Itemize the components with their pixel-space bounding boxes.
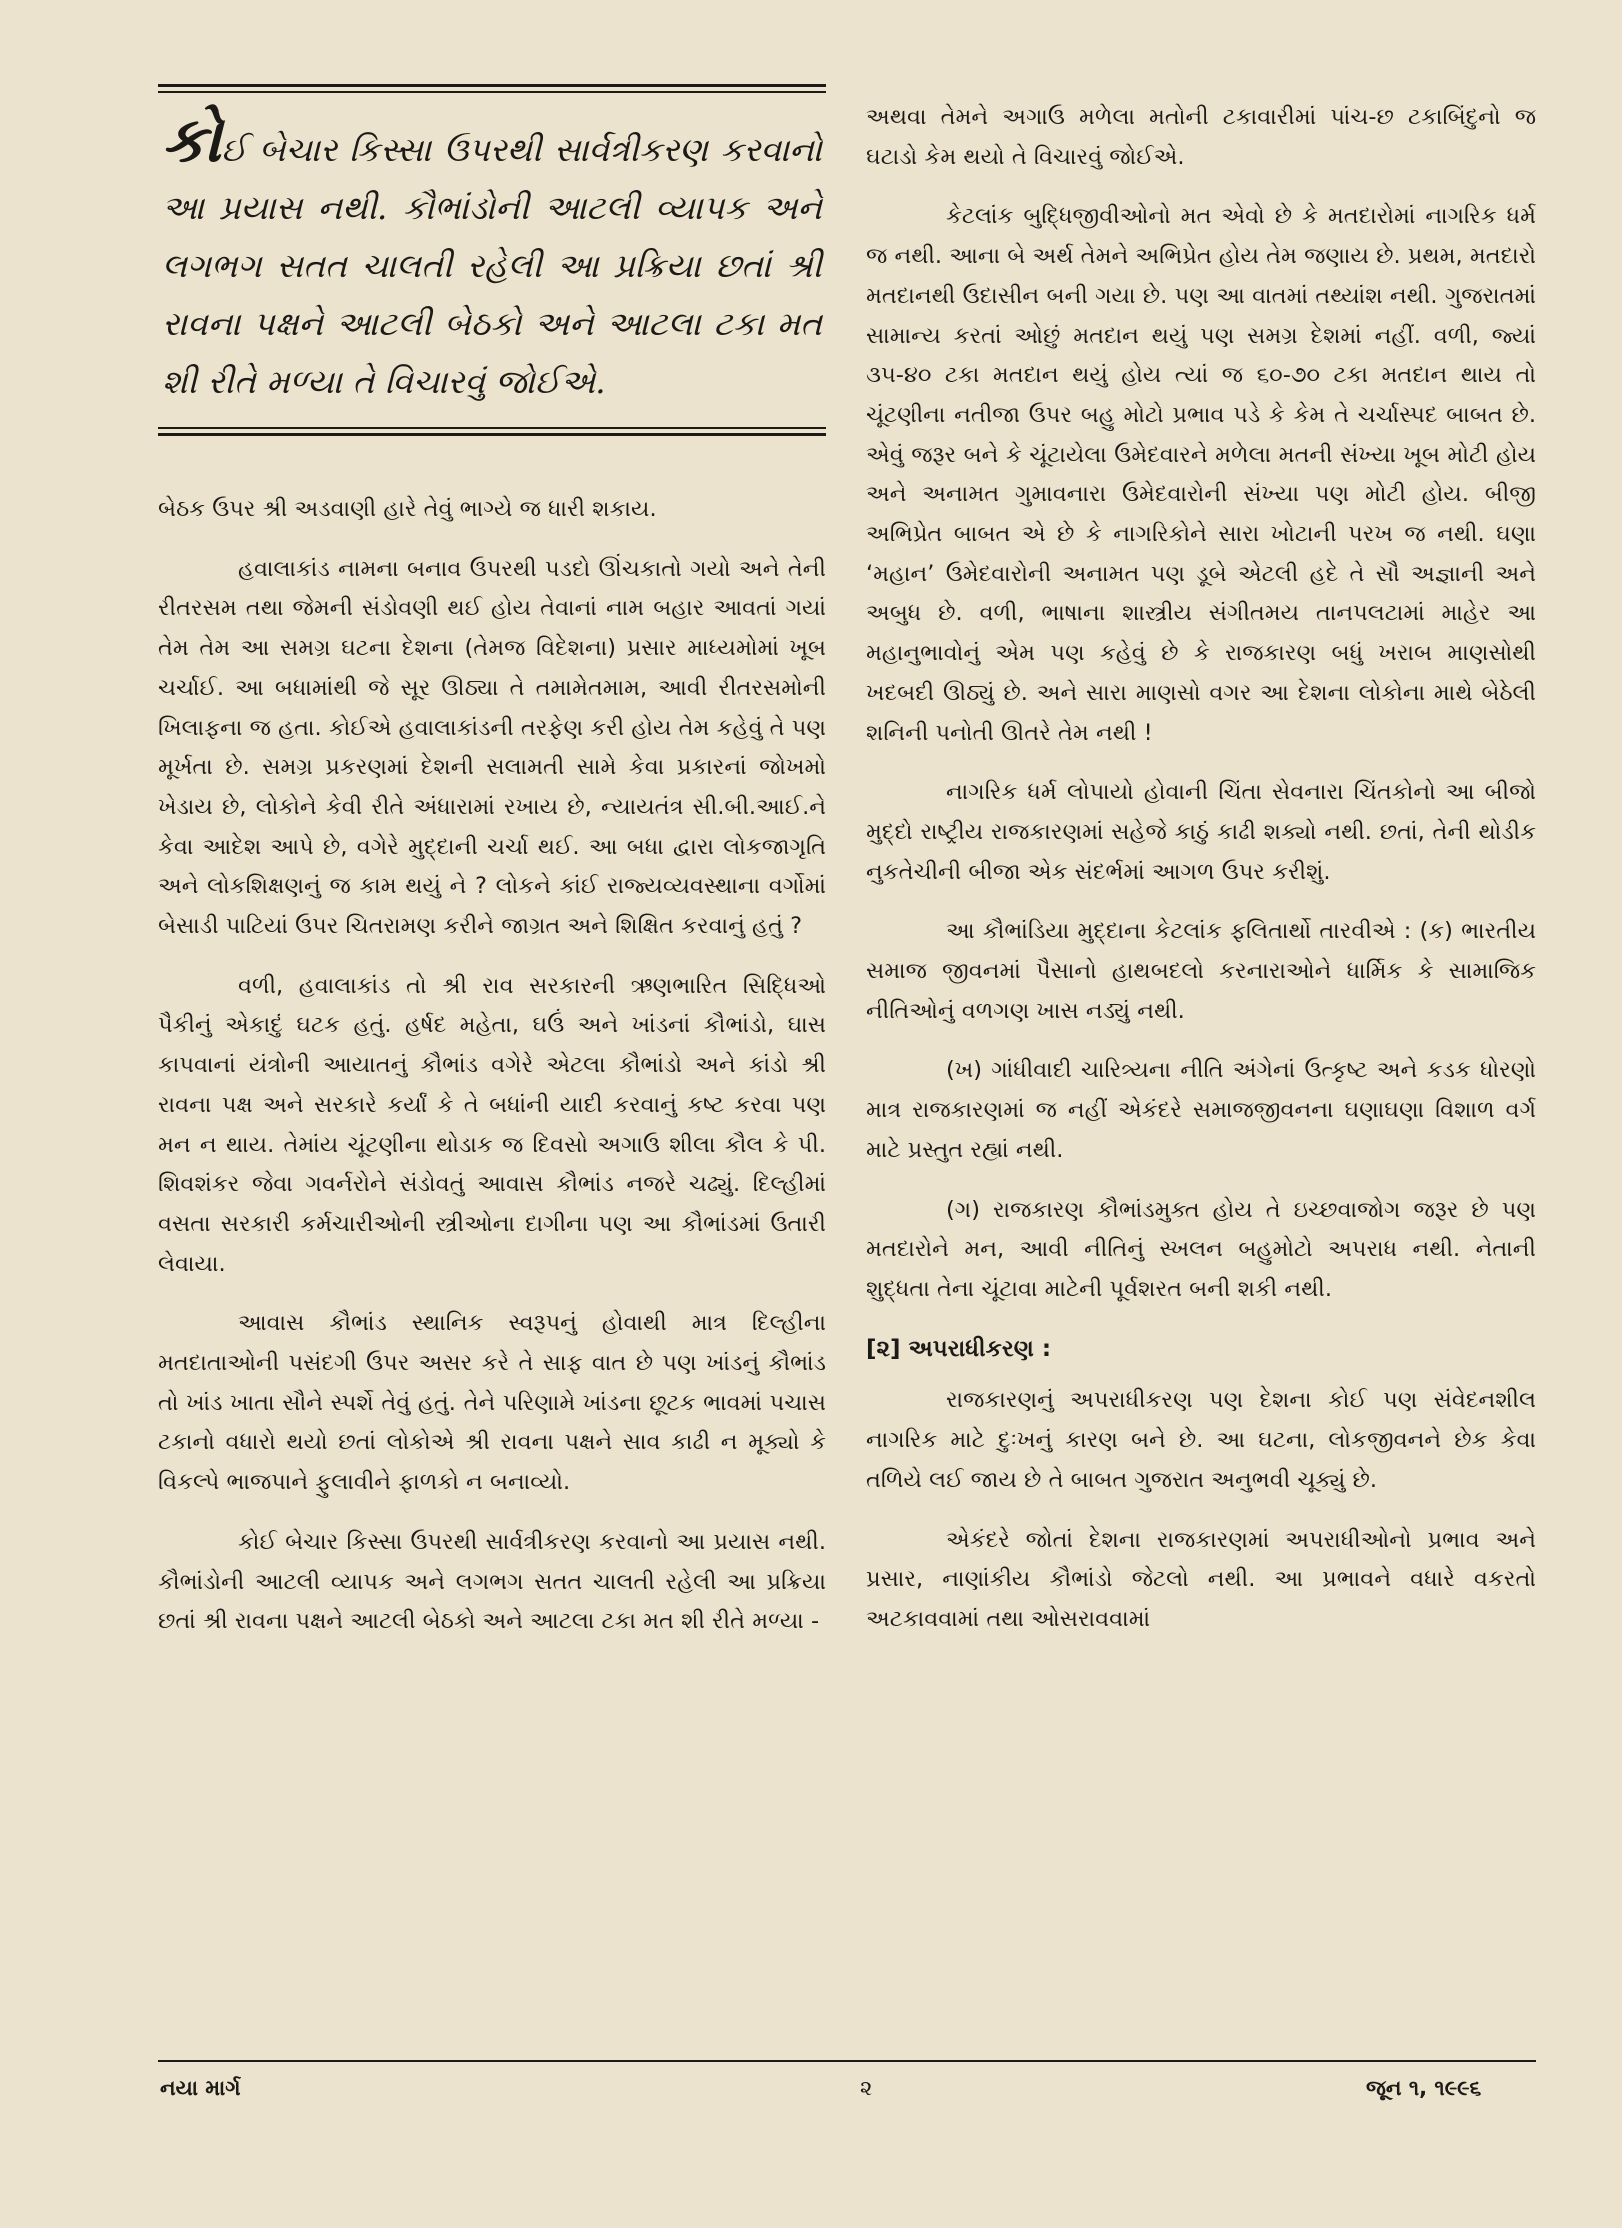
paragraph: નાગરિક ધર્મ લોપાયો હોવાની ચિંતા સેવનારા ચિંતકોનો આ બીજો મુદ્દો રાષ્ટ્રીય રાજકારણમાં સહેજે કાઠું કાઢી શક્યો નથી. છતાં, તેની થોડીક નુકતેચીની બીજા એક સંદર્ભમાં આગળ ઉપર કરીશું.	[866, 779, 1536, 885]
pull-quote-top-rule	[158, 84, 826, 93]
paragraph: કેટલાંક બુદ્ધિજીવીઓનો મત એવો છે કે મતદારોમાં નાગરિક ધર્મ જ નથી. આના બે અર્થ તેમને અભિપ્રેત હોય તેમ જણાય છે. પ્રથમ, મતદારો મતદાનથી ઉદાસીન બની ગયા છે. પણ આ વાતમાં તથ્યાંશ નથી. ગુજરાતમાં સામાન્ય કરતાં ઓછું મતદાન થયું પણ સમગ્ર દેશમાં નહીં. વળી, જ્યાં ૩૫-૪૦ ટકા મતદાન થયું હોય ત્યાં જ ૬૦-૭૦ ટકા મતદાન થાય તો ચૂંટણીના નતીજા ઉપર બહુ મોટો પ્રભાવ પડે કે કેમ તે ચર્ચાસ્પદ બાબત છે. એવું જરૂર બને કે ચૂંટાયેલા ઉમેદવારને મળેલા મતની સંખ્યા ખૂબ મોટી હોય અને અનામત ગુમાવનારા ઉમેદવારોની સંખ્યા પણ મોટી હોય. બીજી અભિપ્રેત બાબત એ છે કે નાગરિકોને સારા ખોટાની પરખ જ નથી. ઘણા ‘મહાન’ ઉમેદવારોની અનામત પણ ડૂબે એટલી હદે તે સૌ અજ્ઞાની અને અબુધ છે. વળી, ભાષાના શાસ્ત્રીય સંગીતમય તાનપલટામાં માહેર આ મહાનુભાવોનું એમ પણ કહેવું છે કે રાજકારણ બધું ખરાબ માણસોથી ખદબદી ઊઠ્યું છે. અને સારા માણસો વગર આ દેશના લોકોના માથે બેઠેલી શનિની પનોતી ઊતરે તેમ નથી !	[866, 203, 1536, 746]
paragraph: હવાલાકાંડ નામના બનાવ ઉપરથી પડદો ઊંચકાતો ગયો અને તેની રીતરસમ તથા જેમની સંડોવણી થઈ હોય તેવાનાં નામ બહાર આવતાં ગયાં તેમ તેમ આ સમગ્ર ઘટના દેશના (તેમજ વિદેશના) પ્રસાર માધ્યમોમાં ખૂબ ચર્ચાઈ. આ બધામાંથી જે સૂર ઊઠ્યા તે તમામેતમામ, આવી રીતરસમોની ખિલાફના જ હતા. કોઈએ હવાલાકાંડની તરફેણ કરી હોય તેમ કહેવું તે પણ મૂર્ખતા છે. સમગ્ર પ્રકરણમાં દેશની સલામતી સામે કેવા પ્રકારનાં જોખમો ખેડાય છે, લોકોને કેવી રીતે અંધારામાં રખાય છે, ન્યાયતંત્ર સી.બી.આઈ.ને કેવા આદેશ આપે છે, વગેરે મુદ્દાની ચર્ચા થઈ. આ બધા દ્વારા લોકજાગૃતિ અને લોકશિક્ષણનું જ કામ થયું ને ? લોકને કાંઈ રાજ્યવ્યવસ્થાના વર્ગોમાં બેસાડી પાટિયાં ઉપર ચિતરામણ કરીને જાગ્રત અને શિક્ષિત કરવાનું હતું ?	[158, 555, 826, 940]
paragraph: બેઠક ઉપર શ્રી અડવાણી હારે તેવું ભાગ્યે જ ધારી શકાય.	[158, 496, 657, 522]
paragraph: રાજકારણનું અપરાધીકરણ પણ દેશના કોઈ પણ સંવેદનશીલ નાગરિક માટે દુઃખનું કારણ બને છે. આ ઘટના, લોકજીવનને છેક કેવા તળિયે લઈ જાય છે તે બાબત ગુજરાત અનુભવી ચૂક્યું છે.	[866, 1387, 1536, 1493]
issue-date: જૂન ૧, ૧૯૯૬	[1366, 2076, 1482, 2100]
pull-quote-text	[158, 103, 826, 411]
paragraph: અથવા તેમને અગાઉ મળેલા મતોની ટકાવારીમાં પાંચ-છ ટકાબિંદુનો જ ઘટાડો કેમ થયો તે વિચારવું જોઈએ.	[866, 104, 1536, 170]
paragraph: (ગ) રાજકારણ કૌભાંડમુક્ત હોય તે ઇચ્છવાજોગ જરૂર છે પણ મતદારોને મન, આવી નીતિનું સ્ખલન બહુમોટો અપરાધ નથી. નેતાની શુદ્ધતા તેના ચૂંટાવા માટેની પૂર્વશરત બની શકી નથી.	[866, 1196, 1536, 1302]
paragraph: કોઈ બેચાર કિસ્સા ઉપરથી સાર્વત્રીકરણ કરવાનો આ પ્રયાસ નથી. કૌભાંડોની આટલી વ્યાપક અને લગભગ સતત ચાલતી રહેલી આ પ્રક્રિયા છતાં શ્રી રાવના પક્ષને આટલી બેઠકો અને આટલા ટકા મત શી રીતે મળ્યા -	[158, 1528, 826, 1635]
paragraph: વળી, હવાલાકાંડ તો શ્રી રાવ સરકારની ઋણભારિત સિદ્ધિઓ પૈકીનું એકાદું ઘટક હતું. હર્ષદ મહેતા, ઘઉં અને ખાંડનાં કૌભાંડો, ઘાસ કાપવાનાં યંત્રોની આયાતનું કૌભાંડ વગેરે એટલા કૌભાંડો અને કાંડો શ્રી રાવના પક્ષ અને સરકારે કર્યાં કે તે બધાંની યાદી કરવાનું કષ્ટ કરવા પણ મન ન થાય. તેમાંય ચૂંટણીના થોડાક જ દિવસો અગાઉ શીલા કૌલ કે પી. શિવશંકર જેવા ગવર્નરોને સંડોવતું આવાસ કૌભાંડ નજરે ચઢ્યું. દિલ્હીમાં વસતા સરકારી કર્મચારીઓની સ્ત્રીઓના દાગીના પણ આ કૌભાંડમાં ઉતારી લેવાયા.	[158, 972, 826, 1277]
footer-rule	[158, 2060, 1536, 2062]
paragraph: આવાસ કૌભાંડ સ્થાનિક સ્વરૂપનું હોવાથી માત્ર દિલ્હીના મતદાતાઓની પસંદગી ઉપર અસર કરે તે સાફ વાત છે પણ ખાંડનું કૌભાંડ તો ખાંડ ખાતા સૌને સ્પર્શે તેવું હતું. તેને પરિણામે ખાંડના છૂટક ભાવમાં પચાસ ટકાનો વધારો થયો છતાં લોકોએ શ્રી રાવના પક્ષને સાવ કાઢી ન મૂક્યો કે વિકલ્પે ભાજપાને ફુલાવીને ફાળકો ન બનાવ્યો.	[158, 1310, 826, 1496]
paragraph: (ખ) ગાંધીવાદી ચારિત્ર્યના નીતિ અંગેનાં ઉત્કૃષ્ટ અને કડક ધોરણો માત્ર રાજકારણમાં જ નહીં એકંદરે સમાજજીવનના ઘણાઘણા વિશાળ વર્ગ માટે પ્રસ્તુત રહ્યાં નથી.	[866, 1057, 1536, 1163]
pull-quote-body: ઈ બેચાર કિસ્સા ઉપરથી સાર્વત્રીકરણ કરવાનો આ પ્રયાસ નથી. કૌભાંડોની આટલી વ્યાપક અને લગભગ સતત ચાલતી રહેલી આ પ્રક્રિયા છતાં શ્રી રાવના પક્ષને આટલી બેઠકો અને આટલા ટકા મત શી રીતે મળ્યા તે વિચારવું જોઈએ.	[162, 130, 822, 401]
paragraph: આ કૌભાંડિયા મુદ્દાના કેટલાંક ફલિતાર્થો તારવીએ : (ક) ભારતીય સમાજ જીવનમાં પૈસાનો હાથબદલો કરનારાઓને ધાર્મિક કે સામાજિક નીતિઓનું વળગણ ખાસ નડ્યું નથી.	[866, 918, 1536, 1024]
section-heading: [૨] અપરાધીકરણ :	[866, 1335, 1052, 1362]
page-number: ૨	[860, 2076, 873, 2100]
paragraph: એકંદરે જોતાં દેશના રાજકારણમાં અપરાધીઓનો પ્રભાવ અને પ્રસાર, નાણાંકીય કૌભાંડો જેટલો નથી. આ પ્રભાવને વધારે વકરતો અટકાવવામાં તથા ઓસરાવવામાં	[866, 1526, 1536, 1632]
pull-quote-dropcap: કો	[162, 103, 222, 176]
pull-quote	[158, 84, 826, 436]
publication-name: નયા માર્ગ	[160, 2076, 241, 2100]
right-column	[866, 98, 1536, 1640]
left-column	[158, 490, 826, 1642]
pull-quote-bottom-rule	[158, 427, 826, 436]
